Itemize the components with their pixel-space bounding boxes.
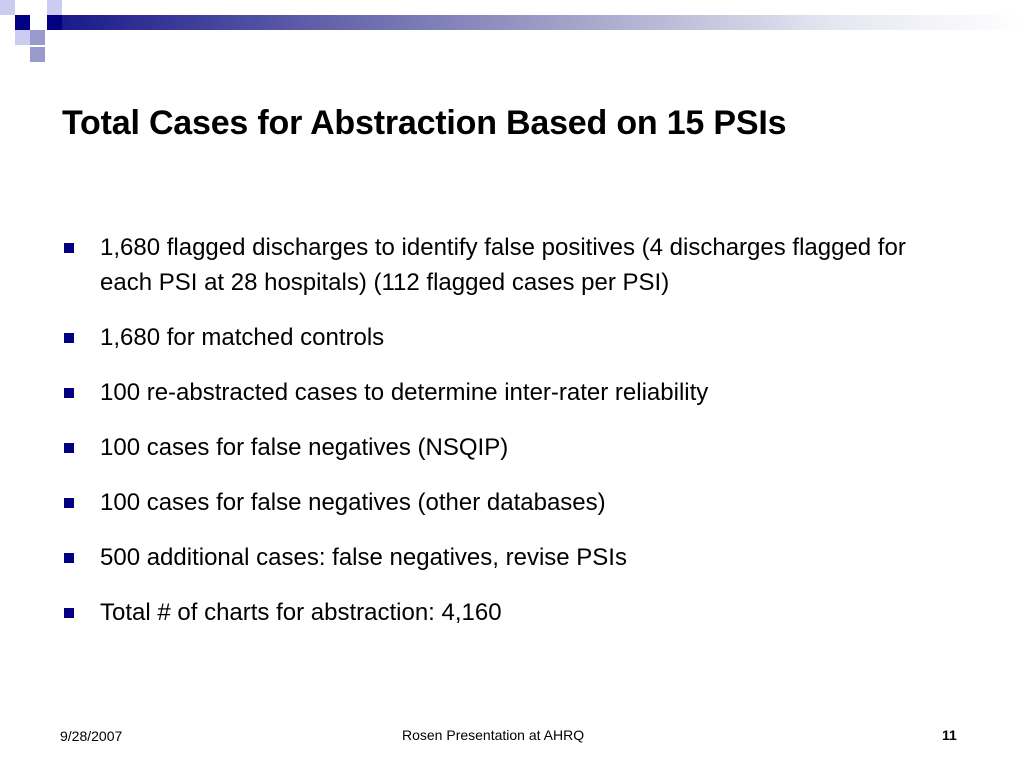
square-bullet-icon bbox=[64, 243, 74, 253]
bullet-text: 100 cases for false negatives (NSQIP) bbox=[100, 434, 509, 461]
decor-square bbox=[15, 30, 30, 45]
decor-square bbox=[30, 30, 45, 45]
square-bullet-icon bbox=[64, 498, 74, 508]
decor-square bbox=[15, 15, 30, 30]
square-bullet-icon bbox=[64, 608, 74, 618]
bullet-list bbox=[62, 230, 962, 650]
bullet-item bbox=[62, 485, 962, 520]
square-bullet-icon bbox=[64, 333, 74, 343]
decor-square bbox=[47, 0, 62, 15]
square-bullet-icon bbox=[64, 553, 74, 563]
footer-presentation-title: Rosen Presentation at AHRQ bbox=[402, 727, 585, 743]
bullet-text: 100 cases for false negatives (other databases) bbox=[100, 489, 606, 516]
bullet-text: 1,680 for matched controls bbox=[100, 324, 385, 351]
decor-square bbox=[30, 47, 45, 62]
bullet-item bbox=[62, 320, 962, 355]
bullet-text: 100 re-abstracted cases to determine inter-rater reliability bbox=[100, 379, 709, 406]
header-decoration bbox=[0, 0, 1024, 64]
bullet-text: 500 additional cases: false negatives, revise PSIs bbox=[100, 544, 627, 571]
bullet-item bbox=[62, 430, 962, 465]
bullet-text: Total # of charts for abstraction: 4,160 bbox=[100, 599, 502, 626]
decor-square bbox=[47, 15, 62, 30]
bullet-item bbox=[62, 540, 962, 575]
decor-square bbox=[0, 0, 15, 15]
footer-date: 9/28/2007 bbox=[60, 728, 123, 744]
square-bullet-icon bbox=[64, 443, 74, 453]
header-gradient-band bbox=[62, 15, 1024, 30]
bullet-item bbox=[62, 595, 962, 630]
square-bullet-icon bbox=[64, 388, 74, 398]
bullet-item bbox=[62, 230, 962, 300]
slide-title: Total Cases for Abstraction Based on 15 PSIs bbox=[62, 104, 787, 142]
slide-number: 11 bbox=[942, 727, 957, 743]
bullet-item bbox=[62, 375, 962, 410]
bullet-text: 1,680 flagged discharges to identify false positives (4 discharges flagged for each PSI at 28 hospitals) (112 flagged cases per PSI) bbox=[100, 234, 906, 296]
